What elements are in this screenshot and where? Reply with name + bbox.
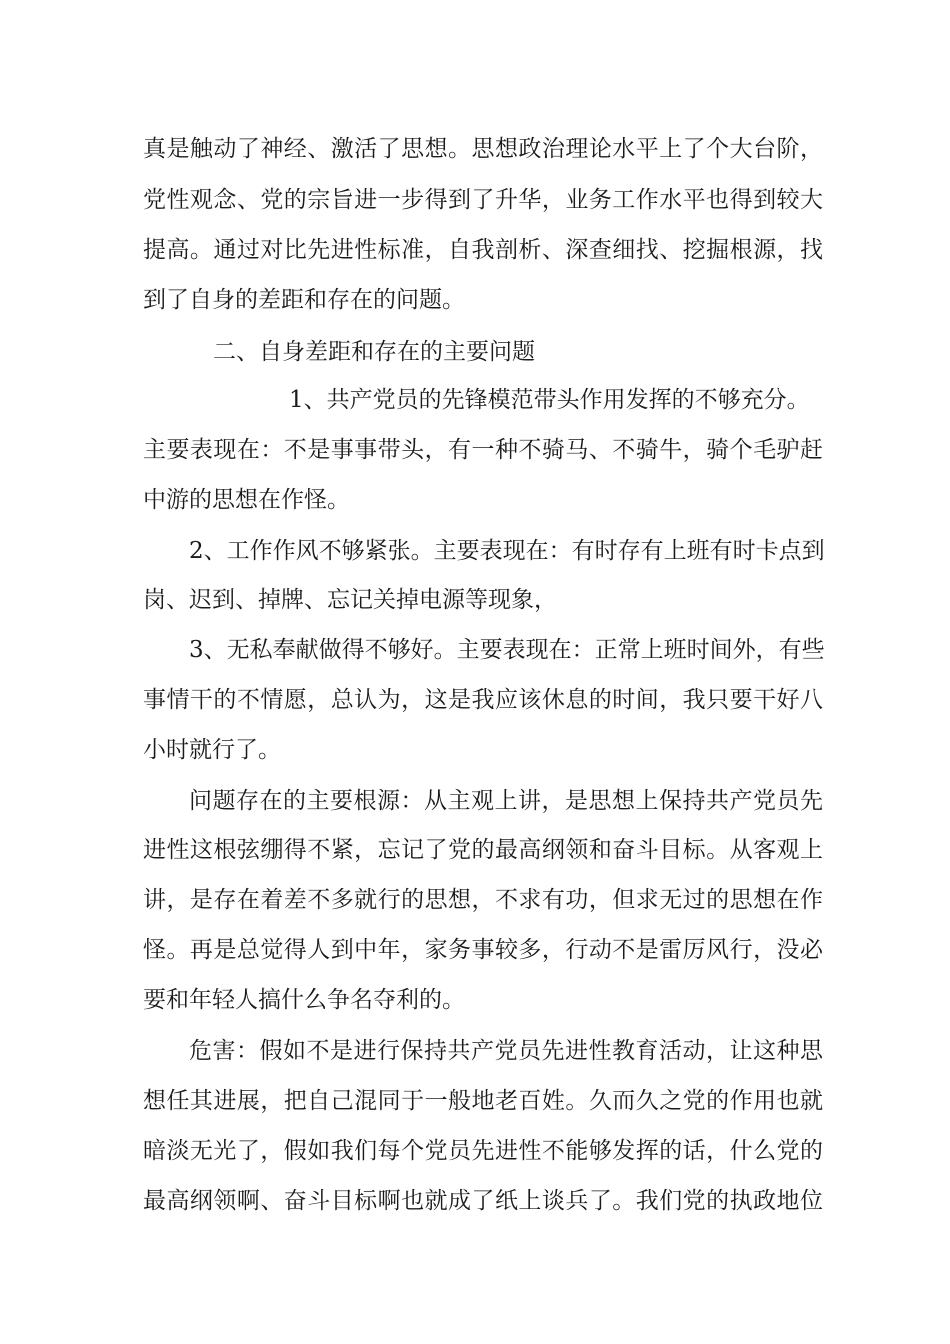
text-line: 要和年轻人搞什么争名夺利的。 xyxy=(143,987,465,1013)
text-line: 进性这根弦绷得不紧，忘记了党的最高纲领和奋斗目标。从客观上 xyxy=(143,837,823,863)
text-line: 主要表现在：不是事事带头，有一种不骑马、不骑牛，骑个毛驴赶 xyxy=(143,437,823,463)
text-line: 危害：假如不是进行保持共产党员先进性教育活动，让这种思 xyxy=(189,1038,823,1064)
text-line: 怪。再是总觉得人到中年，家务事较多，行动不是雷厉风行，没必 xyxy=(143,937,823,963)
text-line: 到了自身的差距和存在的问题。 xyxy=(143,287,465,313)
text-line: 事情干的不情愿，总认为，这是我应该休息的时间，我只要干好八 xyxy=(143,687,823,713)
text-line: 真是触动了神经、激活了思想。思想政治理论水平上了个大台阶， xyxy=(143,136,823,162)
text-line: 3、无私奉献做得不够好。主要表现在：正常上班时间外，有些 xyxy=(189,637,825,663)
text-line: 小时就行了。 xyxy=(143,737,281,763)
text-line: 党性观念、党的宗旨进一步得到了升华，业务工作水平也得到较大 xyxy=(143,187,823,213)
text-line: 最高纲领啊、奋斗目标啊也就成了纸上谈兵了。我们党的执政地位 xyxy=(143,1188,823,1214)
text-line: 问题存在的主要根源：从主观上讲，是思想上保持共产党员先 xyxy=(189,788,823,814)
text-line: 暗淡无光了，假如我们每个党员先进性不能够发挥的话，什么党的 xyxy=(143,1138,823,1164)
text-line: 中游的思想在作怪。 xyxy=(143,487,350,513)
text-line: 2、工作作风不够紧张。主要表现在：有时存有上班有时卡点到 xyxy=(189,538,825,564)
section-heading: 二、自身差距和存在的主要问题 xyxy=(213,339,535,365)
text-line: 讲，是存在着差不多就行的思想，不求有功，但求无过的思想在作 xyxy=(143,887,823,913)
text-line: 提高。通过对比先进性标准，自我剖析、深查细找、挖掘根源，找 xyxy=(143,237,823,263)
text-line: 岗、迟到、掉牌、忘记关掉电源等现象， xyxy=(143,587,557,613)
text-line: 想任其进展，把自己混同于一般地老百姓。久而久之党的作用也就 xyxy=(143,1088,823,1114)
text-line: 1、共产党员的先锋模范带头作用发挥的不够充分。 xyxy=(289,387,810,413)
